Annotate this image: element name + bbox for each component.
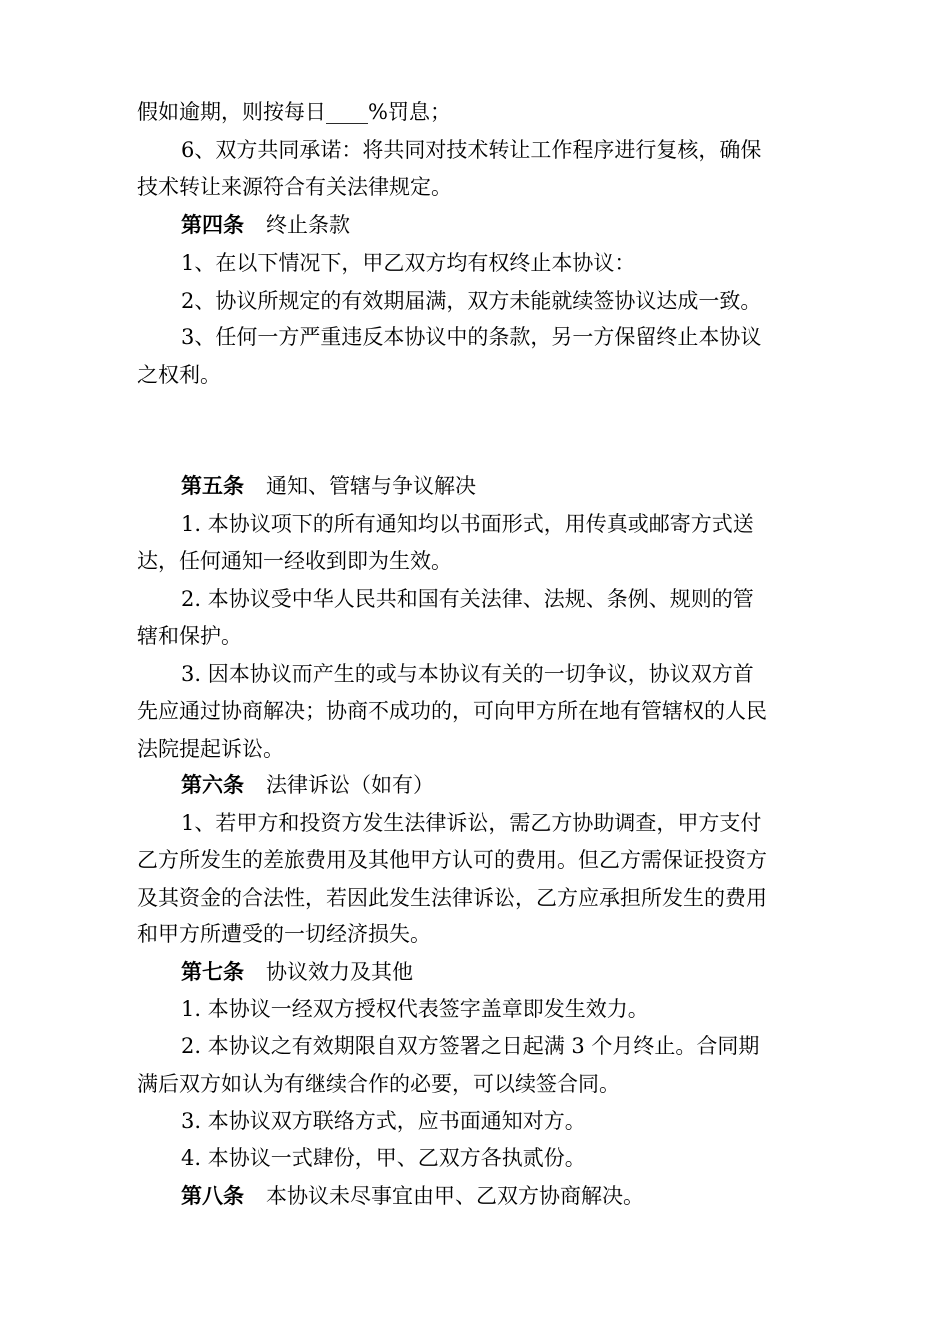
paragraph-line: 之权利。 xyxy=(137,363,221,387)
paragraph-line: 3. 本协议双方联络方式，应书面通知对方。 xyxy=(181,1109,586,1133)
paragraph-line: 技术转让来源符合有关法律规定。 xyxy=(137,175,452,199)
section-heading xyxy=(181,211,350,239)
paragraph-line: 2. 本协议之有效期限自双方签署之日起满 3 个月终止。合同期 xyxy=(181,1034,760,1058)
paragraph-line: 及其资金的合法性，若因此发生法律诉讼，乙方应承担所发生的费用 xyxy=(137,886,767,910)
paragraph-line: 乙方所发生的差旅费用及其他甲方认可的费用。但乙方需保证投资方 xyxy=(137,848,767,872)
paragraph-line: 达，任何通知一经收到即为生效。 xyxy=(137,549,452,573)
section-heading xyxy=(181,472,476,500)
paragraph-line: 2. 本协议受中华人民共和国有关法律、法规、条例、规则的管 xyxy=(181,587,754,611)
section-title: 法律诉讼（如有） xyxy=(266,773,434,797)
section-heading xyxy=(181,958,413,986)
paragraph-line: 3. 因本协议而产生的或与本协议有关的一切争议，协议双方首 xyxy=(181,662,754,686)
section-number: 第八条 xyxy=(181,1183,244,1208)
section-heading xyxy=(181,1182,644,1210)
paragraph-line: 1. 本协议一经双方授权代表签字盖章即发生效力。 xyxy=(181,997,649,1021)
paragraph-line: 法院提起诉讼。 xyxy=(137,737,284,761)
paragraph-line: 满后双方如认为有继续合作的必要，可以续签合同。 xyxy=(137,1072,620,1096)
paragraph-line: 6、双方共同承诺：将共同对技术转让工作程序进行复核，确保 xyxy=(181,138,762,162)
section-number: 第六条 xyxy=(181,772,244,797)
paragraph-line: 3、任何一方严重违反本协议中的条款，另一方保留终止本协议 xyxy=(181,325,762,349)
section-title: 终止条款 xyxy=(266,213,350,237)
section-number: 第五条 xyxy=(181,473,244,498)
section-heading xyxy=(181,771,434,799)
paragraph-line: 1、在以下情况下，甲乙双方均有权终止本协议： xyxy=(181,251,636,275)
paragraph-line: 假如逾期，则按每日____%罚息； xyxy=(137,100,451,124)
paragraph-line: 和甲方所遭受的一切经济损失。 xyxy=(137,922,431,946)
paragraph-line: 2、协议所规定的有效期届满，双方未能就续签协议达成一致。 xyxy=(181,289,762,313)
section-title: 通知、管辖与争议解决 xyxy=(266,474,476,498)
paragraph-line: 辖和保护。 xyxy=(137,624,242,648)
paragraph-line: 1、若甲方和投资方发生法律诉讼，需乙方协助调查，甲方支付 xyxy=(181,811,762,835)
paragraph-line: 4. 本协议一式肆份，甲、乙双方各执贰份。 xyxy=(181,1146,586,1170)
paragraph-line: 1. 本协议项下的所有通知均以书面形式，用传真或邮寄方式送 xyxy=(181,512,754,536)
section-title: 协议效力及其他 xyxy=(266,960,413,984)
paragraph-line: 先应通过协商解决；协商不成功的，可向甲方所在地有管辖权的人民 xyxy=(137,699,767,723)
section-title: 本协议未尽事宜由甲、乙双方协商解决。 xyxy=(266,1184,644,1208)
section-number: 第四条 xyxy=(181,212,244,237)
section-number: 第七条 xyxy=(181,959,244,984)
